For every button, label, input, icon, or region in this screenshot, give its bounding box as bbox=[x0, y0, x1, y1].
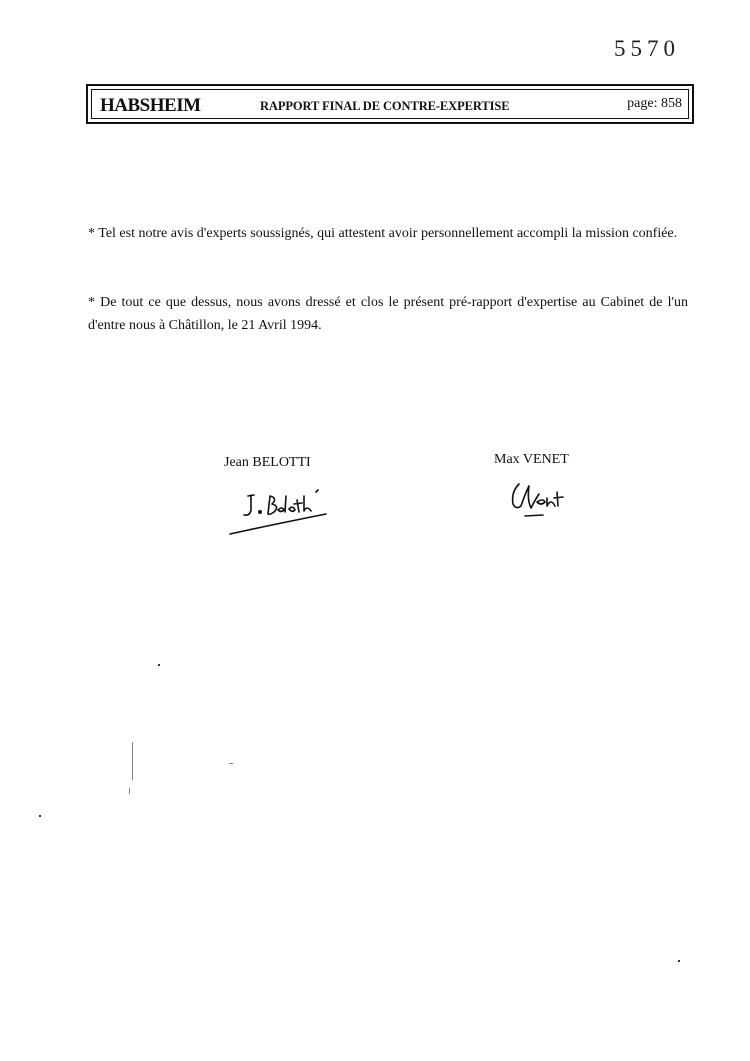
scan-speck bbox=[229, 763, 233, 764]
paragraph-closing: * De tout ce que dessus, nous avons dressé et clos le présent pré-rapport d'expertise au Cabinet de l'un d'entre nous à Châtillon, le 21 Avril 1994. bbox=[88, 295, 688, 333]
scan-speck bbox=[678, 960, 680, 962]
signatory-name-venet: Max VENET bbox=[494, 452, 569, 467]
signatory-name-belotti: Jean BELOTTI bbox=[224, 455, 311, 470]
paragraph-opinion: * Tel est notre avis d'experts soussignés, qui attestent avoir personnellement accompli la mission confiée. bbox=[88, 226, 678, 241]
scan-speck bbox=[158, 664, 160, 666]
header-title: HABSHEIM bbox=[100, 95, 201, 116]
header-report-title: RAPPORT FINAL DE CONTRE-EXPERTISE bbox=[260, 99, 510, 113]
scan-speck bbox=[132, 742, 133, 780]
signature-venet bbox=[505, 478, 575, 524]
document-stamp-number: 5570 bbox=[614, 36, 680, 61]
header-page-number: page: 858 bbox=[627, 96, 682, 111]
signature-belotti bbox=[226, 484, 336, 540]
scan-speck bbox=[39, 815, 41, 817]
page-header bbox=[86, 84, 694, 124]
scan-speck bbox=[129, 788, 130, 794]
